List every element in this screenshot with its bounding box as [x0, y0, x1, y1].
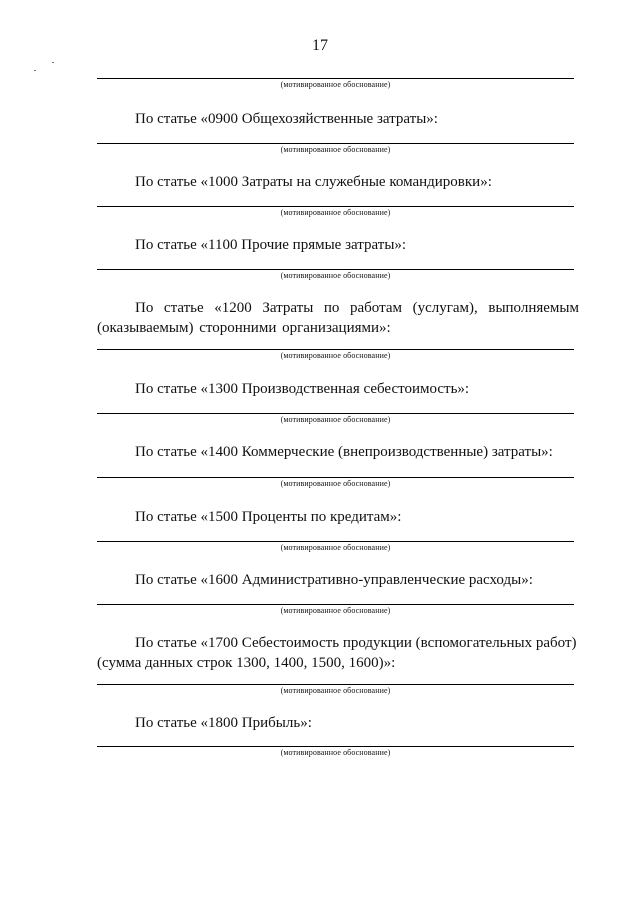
- justification-caption: (мотивированное обоснование): [280, 748, 391, 757]
- justification-caption: (мотивированное обоснование): [280, 208, 391, 217]
- justification-caption: (мотивированное обоснование): [280, 351, 391, 360]
- justification-line: [97, 746, 574, 747]
- justification-line: [97, 78, 574, 79]
- justification-caption: (мотивированное обоснование): [280, 145, 391, 154]
- article-1400: По статье «1400 Коммерческие (внепроизводственные) затраты»:: [135, 444, 553, 460]
- article-1100: По статье «1100 Прочие прямые затраты»:: [135, 237, 407, 253]
- justification-line: [97, 684, 574, 685]
- justification-caption: (мотивированное обоснование): [280, 80, 391, 89]
- justification-line: [97, 206, 574, 207]
- justification-caption: (мотивированное обоснование): [280, 479, 391, 488]
- justification-caption: (мотивированное обоснование): [280, 686, 391, 695]
- scan-speck: [52, 62, 54, 63]
- article-1000: По статье «1000 Затраты на служебные командировки»:: [135, 174, 492, 190]
- justification-line: [97, 477, 574, 478]
- article-1200: По статье «1200 Затраты по работам (услугам), выполняемым (оказываемым) сторонними организациями»:: [97, 300, 579, 336]
- justification-line: [97, 143, 574, 144]
- justification-caption: (мотивированное обоснование): [280, 606, 391, 615]
- article-1300: По статье «1300 Производственная себестоимость»:: [135, 381, 470, 397]
- justification-caption: (мотивированное обоснование): [280, 271, 391, 280]
- justification-line: [97, 541, 574, 542]
- article-0900: По статье «0900 Общехозяйственные затраты»:: [135, 111, 438, 127]
- article-1700: По статье «1700 Себестоимость продукции (вспомогательных работ) (сумма данных строк 1300, 1400, 1500, 1600)»:: [97, 635, 577, 671]
- scan-speck: [34, 70, 36, 71]
- article-1800: По статье «1800 Прибыль»:: [135, 715, 312, 731]
- article-1500: По статье «1500 Проценты по кредитам»:: [135, 509, 402, 525]
- page-number: 17: [312, 37, 328, 54]
- justification-caption: (мотивированное обоснование): [280, 415, 391, 424]
- article-1600: По статье «1600 Административно-управленческие расходы»:: [135, 572, 533, 588]
- justification-line: [97, 604, 574, 605]
- justification-caption: (мотивированное обоснование): [280, 543, 391, 552]
- justification-line: [97, 269, 574, 270]
- justification-line: [97, 413, 574, 414]
- justification-line: [97, 349, 574, 350]
